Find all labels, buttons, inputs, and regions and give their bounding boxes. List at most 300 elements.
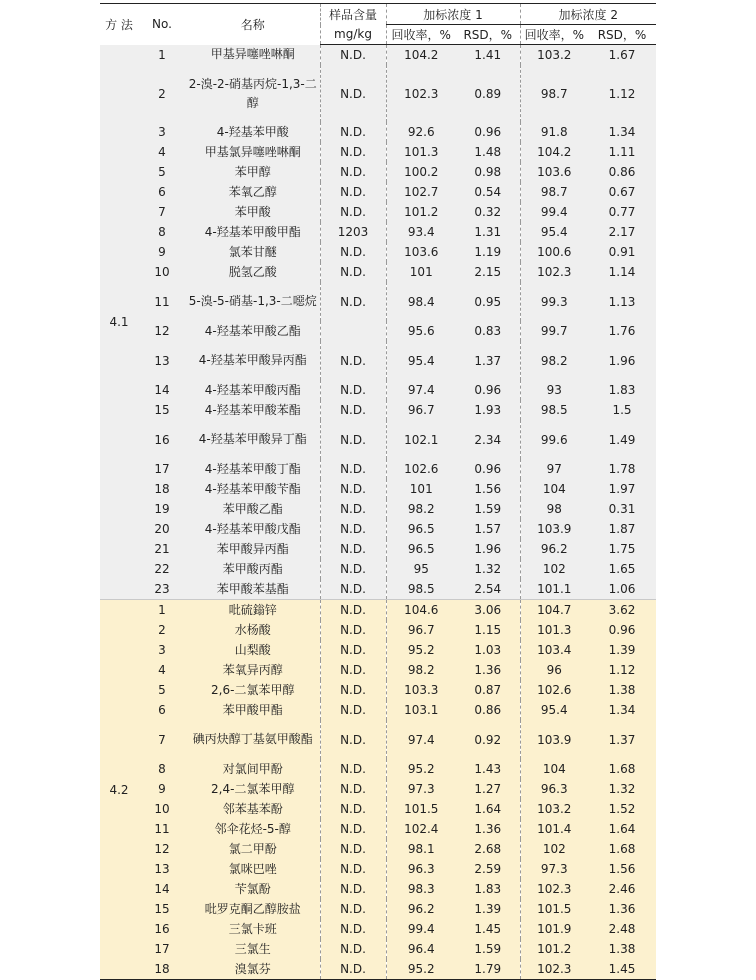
recovery-2: 97 bbox=[520, 459, 588, 479]
rsd-2: 1.06 bbox=[588, 579, 656, 600]
rsd-2: 1.36 bbox=[588, 899, 656, 919]
table-row bbox=[100, 579, 656, 600]
header-name: 名称 bbox=[186, 4, 320, 45]
table-row bbox=[100, 959, 656, 980]
recovery-2: 101.4 bbox=[520, 819, 588, 839]
recovery-2: 101.5 bbox=[520, 899, 588, 919]
row-number: 4 bbox=[138, 142, 186, 162]
recovery-2: 96.3 bbox=[520, 779, 588, 799]
rsd-2: 0.86 bbox=[588, 162, 656, 182]
recovery-2: 101.3 bbox=[520, 620, 588, 640]
table-row bbox=[100, 620, 656, 640]
recovery-2: 101.1 bbox=[520, 579, 588, 600]
row-number: 8 bbox=[138, 222, 186, 242]
recovery-1: 101 bbox=[386, 262, 456, 282]
rsd-1: 1.96 bbox=[456, 539, 520, 559]
recovery-2: 99.4 bbox=[520, 202, 588, 222]
row-number: 17 bbox=[138, 939, 186, 959]
recovery-2: 96 bbox=[520, 660, 588, 680]
recovery-1: 96.4 bbox=[386, 939, 456, 959]
compound-name: 脱氢乙酸 bbox=[186, 262, 320, 282]
rsd-1: 1.39 bbox=[456, 899, 520, 919]
sample-content: N.D. bbox=[320, 65, 386, 122]
recovery-1: 96.2 bbox=[386, 899, 456, 919]
sample-content: N.D. bbox=[320, 879, 386, 899]
compound-name: 苯氧乙醇 bbox=[186, 182, 320, 202]
recovery-2: 95.4 bbox=[520, 700, 588, 720]
table-row bbox=[100, 539, 656, 559]
rsd-1: 1.41 bbox=[456, 45, 520, 66]
recovery-table bbox=[100, 3, 656, 980]
recovery-2: 103.2 bbox=[520, 799, 588, 819]
recovery-2: 102.6 bbox=[520, 680, 588, 700]
rsd-1: 0.86 bbox=[456, 700, 520, 720]
row-number: 9 bbox=[138, 779, 186, 799]
header-rsd-2: RSD，% bbox=[588, 25, 656, 45]
recovery-1: 104.2 bbox=[386, 45, 456, 66]
sample-content: N.D. bbox=[320, 959, 386, 980]
row-number: 5 bbox=[138, 680, 186, 700]
rsd-2: 1.37 bbox=[588, 720, 656, 759]
table-row bbox=[100, 600, 656, 621]
recovery-2: 103.4 bbox=[520, 640, 588, 660]
row-number: 20 bbox=[138, 519, 186, 539]
row-number: 16 bbox=[138, 420, 186, 459]
recovery-1: 96.5 bbox=[386, 519, 456, 539]
rsd-1: 2.34 bbox=[456, 420, 520, 459]
compound-name: 吡硫鎓锌 bbox=[186, 600, 320, 621]
sample-content: N.D. bbox=[320, 341, 386, 380]
compound-name: 4-羟基苯甲酸异丙酯 bbox=[186, 341, 320, 380]
compound-name: 2,4-二氯苯甲醇 bbox=[186, 779, 320, 799]
rsd-1: 1.79 bbox=[456, 959, 520, 980]
recovery-1: 103.1 bbox=[386, 700, 456, 720]
table-row bbox=[100, 182, 656, 202]
recovery-1: 97.3 bbox=[386, 779, 456, 799]
rsd-1: 1.36 bbox=[456, 819, 520, 839]
rsd-2: 1.38 bbox=[588, 680, 656, 700]
row-number: 12 bbox=[138, 839, 186, 859]
sample-content: N.D. bbox=[320, 142, 386, 162]
compound-name: 苯甲酸丙酯 bbox=[186, 559, 320, 579]
row-number: 6 bbox=[138, 700, 186, 720]
row-number: 7 bbox=[138, 720, 186, 759]
rsd-1: 1.03 bbox=[456, 640, 520, 660]
table-row bbox=[100, 720, 656, 759]
table-row bbox=[100, 479, 656, 499]
compound-name: 4-羟基苯甲酸 bbox=[186, 122, 320, 142]
table-row bbox=[100, 660, 656, 680]
recovery-2: 104.2 bbox=[520, 142, 588, 162]
row-number: 11 bbox=[138, 819, 186, 839]
recovery-2: 101.9 bbox=[520, 919, 588, 939]
header-recovery-1: 回收率，% bbox=[386, 25, 456, 45]
rsd-1: 1.93 bbox=[456, 400, 520, 420]
recovery-1: 95 bbox=[386, 559, 456, 579]
table-row bbox=[100, 819, 656, 839]
rsd-1: 0.96 bbox=[456, 380, 520, 400]
table-row bbox=[100, 162, 656, 182]
rsd-2: 1.96 bbox=[588, 341, 656, 380]
recovery-1: 101.5 bbox=[386, 799, 456, 819]
recovery-1: 97.4 bbox=[386, 380, 456, 400]
header-content: 样品含量 bbox=[320, 4, 386, 25]
compound-name: 4-羟基苯甲酸苯酯 bbox=[186, 400, 320, 420]
header-no: No. bbox=[138, 4, 186, 45]
table-row bbox=[100, 859, 656, 879]
recovery-2: 98.7 bbox=[520, 65, 588, 122]
row-number: 5 bbox=[138, 162, 186, 182]
rsd-1: 1.64 bbox=[456, 799, 520, 819]
compound-name: 2,6-二氯苯甲醇 bbox=[186, 680, 320, 700]
rsd-1: 1.43 bbox=[456, 759, 520, 779]
sample-content: N.D. bbox=[320, 660, 386, 680]
compound-name: 苯甲醇 bbox=[186, 162, 320, 182]
table-row bbox=[100, 282, 656, 321]
row-number: 13 bbox=[138, 341, 186, 380]
rsd-1: 0.83 bbox=[456, 321, 520, 341]
sample-content: N.D. bbox=[320, 819, 386, 839]
compound-name: 三氯生 bbox=[186, 939, 320, 959]
compound-name: 苯甲酸甲酯 bbox=[186, 700, 320, 720]
table-row bbox=[100, 142, 656, 162]
recovery-1: 103.3 bbox=[386, 680, 456, 700]
sample-content: N.D. bbox=[320, 262, 386, 282]
compound-name: 苯甲酸 bbox=[186, 202, 320, 222]
rsd-1: 1.36 bbox=[456, 660, 520, 680]
table-row bbox=[100, 45, 656, 66]
rsd-1: 3.06 bbox=[456, 600, 520, 621]
rsd-1: 0.87 bbox=[456, 680, 520, 700]
rsd-1: 1.57 bbox=[456, 519, 520, 539]
rsd-2: 1.87 bbox=[588, 519, 656, 539]
table-row bbox=[100, 640, 656, 660]
sample-content: N.D. bbox=[320, 420, 386, 459]
table-row bbox=[100, 899, 656, 919]
recovery-2: 102.3 bbox=[520, 879, 588, 899]
rsd-1: 0.98 bbox=[456, 162, 520, 182]
compound-name: 4-羟基苯甲酸甲酯 bbox=[186, 222, 320, 242]
header-recovery-2: 回收率，% bbox=[520, 25, 588, 45]
sample-content: N.D. bbox=[320, 640, 386, 660]
compound-name: 邻苯基苯酚 bbox=[186, 799, 320, 819]
rsd-1: 2.59 bbox=[456, 859, 520, 879]
method-4-1-group bbox=[100, 45, 656, 600]
table-row bbox=[100, 799, 656, 819]
sample-content: N.D. bbox=[320, 799, 386, 819]
recovery-1: 102.1 bbox=[386, 420, 456, 459]
compound-name: 三氯卡班 bbox=[186, 919, 320, 939]
recovery-1: 101 bbox=[386, 479, 456, 499]
row-number: 17 bbox=[138, 459, 186, 479]
compound-name: 甲基氯异噻唑啉酮 bbox=[186, 142, 320, 162]
recovery-1: 96.7 bbox=[386, 620, 456, 640]
recovery-2: 103.2 bbox=[520, 45, 588, 66]
rsd-1: 1.56 bbox=[456, 479, 520, 499]
compound-name: 4-羟基苯甲酸丙酯 bbox=[186, 380, 320, 400]
recovery-1: 95.6 bbox=[386, 321, 456, 341]
rsd-2: 1.78 bbox=[588, 459, 656, 479]
table-row bbox=[100, 700, 656, 720]
recovery-2: 98.2 bbox=[520, 341, 588, 380]
row-number: 19 bbox=[138, 499, 186, 519]
compound-name: 苯甲酸异丙酯 bbox=[186, 539, 320, 559]
row-number: 14 bbox=[138, 879, 186, 899]
row-number: 22 bbox=[138, 559, 186, 579]
table-row bbox=[100, 519, 656, 539]
table-row bbox=[100, 559, 656, 579]
sample-content: N.D. bbox=[320, 479, 386, 499]
rsd-1: 2.54 bbox=[456, 579, 520, 600]
table-row bbox=[100, 759, 656, 779]
header-rsd-1: RSD，% bbox=[456, 25, 520, 45]
compound-name: 溴氯芬 bbox=[186, 959, 320, 980]
row-number: 7 bbox=[138, 202, 186, 222]
compound-name: 氯苯甘醚 bbox=[186, 242, 320, 262]
sample-content: N.D. bbox=[320, 579, 386, 600]
sample-content: N.D. bbox=[320, 759, 386, 779]
recovery-1: 97.4 bbox=[386, 720, 456, 759]
rsd-2: 1.68 bbox=[588, 759, 656, 779]
recovery-1: 101.3 bbox=[386, 142, 456, 162]
rsd-2: 0.77 bbox=[588, 202, 656, 222]
rsd-1: 1.45 bbox=[456, 919, 520, 939]
rsd-1: 0.95 bbox=[456, 282, 520, 321]
rsd-2: 1.52 bbox=[588, 799, 656, 819]
sample-content: N.D. bbox=[320, 45, 386, 66]
rsd-1: 0.92 bbox=[456, 720, 520, 759]
recovery-1: 96.7 bbox=[386, 400, 456, 420]
sample-content: N.D. bbox=[320, 899, 386, 919]
row-number: 3 bbox=[138, 640, 186, 660]
rsd-2: 1.56 bbox=[588, 859, 656, 879]
sample-content: N.D. bbox=[320, 559, 386, 579]
rsd-2: 3.62 bbox=[588, 600, 656, 621]
rsd-2: 1.14 bbox=[588, 262, 656, 282]
recovery-1: 103.6 bbox=[386, 242, 456, 262]
table-row bbox=[100, 341, 656, 380]
rsd-2: 1.12 bbox=[588, 65, 656, 122]
row-number: 4 bbox=[138, 660, 186, 680]
rsd-2: 1.5 bbox=[588, 400, 656, 420]
recovery-1: 102.4 bbox=[386, 819, 456, 839]
table-row bbox=[100, 262, 656, 282]
row-number: 12 bbox=[138, 321, 186, 341]
recovery-2: 91.8 bbox=[520, 122, 588, 142]
recovery-2: 102 bbox=[520, 559, 588, 579]
sample-content: N.D. bbox=[320, 700, 386, 720]
rsd-2: 1.65 bbox=[588, 559, 656, 579]
recovery-1: 100.2 bbox=[386, 162, 456, 182]
rsd-2: 1.13 bbox=[588, 282, 656, 321]
rsd-1: 1.59 bbox=[456, 939, 520, 959]
rsd-2: 1.12 bbox=[588, 660, 656, 680]
rsd-2: 1.38 bbox=[588, 939, 656, 959]
recovery-1: 95.4 bbox=[386, 341, 456, 380]
compound-name: 苄氯酚 bbox=[186, 879, 320, 899]
table-row bbox=[100, 400, 656, 420]
sample-content: N.D. bbox=[320, 620, 386, 640]
row-number: 23 bbox=[138, 579, 186, 600]
row-number: 16 bbox=[138, 919, 186, 939]
recovery-2: 102.3 bbox=[520, 959, 588, 980]
row-number: 15 bbox=[138, 899, 186, 919]
results-table-container bbox=[100, 3, 656, 980]
rsd-2: 1.11 bbox=[588, 142, 656, 162]
recovery-2: 104 bbox=[520, 759, 588, 779]
rsd-1: 1.15 bbox=[456, 620, 520, 640]
recovery-1: 98.2 bbox=[386, 499, 456, 519]
compound-name: 4-羟基苯甲酸乙酯 bbox=[186, 321, 320, 341]
row-number: 15 bbox=[138, 400, 186, 420]
table-row bbox=[100, 380, 656, 400]
rsd-1: 1.59 bbox=[456, 499, 520, 519]
rsd-2: 1.75 bbox=[588, 539, 656, 559]
method-4-2-group bbox=[100, 600, 656, 980]
recovery-2: 101.2 bbox=[520, 939, 588, 959]
recovery-1: 99.4 bbox=[386, 919, 456, 939]
row-number: 13 bbox=[138, 859, 186, 879]
rsd-1: 1.27 bbox=[456, 779, 520, 799]
rsd-2: 2.46 bbox=[588, 879, 656, 899]
row-number: 3 bbox=[138, 122, 186, 142]
row-number: 6 bbox=[138, 182, 186, 202]
recovery-2: 99.3 bbox=[520, 282, 588, 321]
rsd-1: 0.96 bbox=[456, 459, 520, 479]
rsd-1: 1.48 bbox=[456, 142, 520, 162]
recovery-1: 98.5 bbox=[386, 579, 456, 600]
row-number: 2 bbox=[138, 620, 186, 640]
rsd-1: 0.96 bbox=[456, 122, 520, 142]
compound-name: 4-羟基苯甲酸戊酯 bbox=[186, 519, 320, 539]
compound-name: 4-羟基苯甲酸苄酯 bbox=[186, 479, 320, 499]
table-row bbox=[100, 420, 656, 459]
rsd-1: 1.83 bbox=[456, 879, 520, 899]
compound-name: 苯甲酸乙酯 bbox=[186, 499, 320, 519]
table-row bbox=[100, 65, 656, 122]
header-content-unit: mg/kg bbox=[320, 25, 386, 45]
compound-name: 吡罗克酮乙醇胺盐 bbox=[186, 899, 320, 919]
sample-content: N.D. bbox=[320, 519, 386, 539]
header-method: 方 法 bbox=[100, 4, 138, 45]
recovery-2: 104.7 bbox=[520, 600, 588, 621]
compound-name: 甲基异噻唑啉酮 bbox=[186, 45, 320, 66]
recovery-2: 100.6 bbox=[520, 242, 588, 262]
recovery-1: 95.2 bbox=[386, 959, 456, 980]
recovery-2: 98.5 bbox=[520, 400, 588, 420]
compound-name: 4-羟基苯甲酸丁酯 bbox=[186, 459, 320, 479]
rsd-2: 1.32 bbox=[588, 779, 656, 799]
row-number: 18 bbox=[138, 479, 186, 499]
sample-content: N.D. bbox=[320, 839, 386, 859]
sample-content: N.D. bbox=[320, 202, 386, 222]
table-row bbox=[100, 242, 656, 262]
row-number: 11 bbox=[138, 282, 186, 321]
recovery-2: 103.6 bbox=[520, 162, 588, 182]
sample-content: N.D. bbox=[320, 242, 386, 262]
table-row bbox=[100, 321, 656, 341]
rsd-1: 1.37 bbox=[456, 341, 520, 380]
rsd-2: 1.67 bbox=[588, 45, 656, 66]
row-number: 8 bbox=[138, 759, 186, 779]
recovery-2: 99.7 bbox=[520, 321, 588, 341]
recovery-2: 103.9 bbox=[520, 720, 588, 759]
sample-content: N.D. bbox=[320, 459, 386, 479]
table-row bbox=[100, 202, 656, 222]
sample-content: N.D. bbox=[320, 720, 386, 759]
row-number: 1 bbox=[138, 600, 186, 621]
sample-content: N.D. bbox=[320, 282, 386, 321]
rsd-1: 2.15 bbox=[456, 262, 520, 282]
header-group-1: 加标浓度 1 bbox=[386, 4, 520, 25]
sample-content: 1203 bbox=[320, 222, 386, 242]
recovery-2: 95.4 bbox=[520, 222, 588, 242]
table-row bbox=[100, 779, 656, 799]
sample-content: N.D. bbox=[320, 182, 386, 202]
compound-name: 邻伞花烃-5-醇 bbox=[186, 819, 320, 839]
row-number: 10 bbox=[138, 262, 186, 282]
sample-content: N.D. bbox=[320, 859, 386, 879]
sample-content: N.D. bbox=[320, 939, 386, 959]
rsd-2: 1.97 bbox=[588, 479, 656, 499]
rsd-1: 1.31 bbox=[456, 222, 520, 242]
rsd-2: 1.49 bbox=[588, 420, 656, 459]
recovery-1: 104.6 bbox=[386, 600, 456, 621]
row-number: 21 bbox=[138, 539, 186, 559]
rsd-2: 2.17 bbox=[588, 222, 656, 242]
sample-content: N.D. bbox=[320, 400, 386, 420]
rsd-2: 0.96 bbox=[588, 620, 656, 640]
recovery-1: 98.1 bbox=[386, 839, 456, 859]
recovery-2: 98.7 bbox=[520, 182, 588, 202]
row-number: 10 bbox=[138, 799, 186, 819]
recovery-1: 96.5 bbox=[386, 539, 456, 559]
recovery-2: 98 bbox=[520, 499, 588, 519]
table-row bbox=[100, 499, 656, 519]
table-row bbox=[100, 122, 656, 142]
compound-name: 4-羟基苯甲酸异丁酯 bbox=[186, 420, 320, 459]
header-group-2: 加标浓度 2 bbox=[520, 4, 656, 25]
recovery-2: 97.3 bbox=[520, 859, 588, 879]
recovery-2: 102 bbox=[520, 839, 588, 859]
sample-content: N.D. bbox=[320, 380, 386, 400]
sample-content: N.D. bbox=[320, 600, 386, 621]
compound-name: 苯甲酸苯基酯 bbox=[186, 579, 320, 600]
table-row bbox=[100, 839, 656, 859]
rsd-2: 1.83 bbox=[588, 380, 656, 400]
compound-name: 山梨酸 bbox=[186, 640, 320, 660]
sample-content: N.D. bbox=[320, 779, 386, 799]
row-number: 2 bbox=[138, 65, 186, 122]
recovery-2: 103.9 bbox=[520, 519, 588, 539]
recovery-1: 98.3 bbox=[386, 879, 456, 899]
recovery-2: 99.6 bbox=[520, 420, 588, 459]
table-row bbox=[100, 222, 656, 242]
recovery-2: 93 bbox=[520, 380, 588, 400]
method-cell: 4.1 bbox=[100, 45, 138, 600]
sample-content: N.D. bbox=[320, 499, 386, 519]
recovery-1: 98.2 bbox=[386, 660, 456, 680]
rsd-2: 1.39 bbox=[588, 640, 656, 660]
row-number: 9 bbox=[138, 242, 186, 262]
recovery-2: 102.3 bbox=[520, 262, 588, 282]
compound-name: 苯氧异丙醇 bbox=[186, 660, 320, 680]
recovery-1: 95.2 bbox=[386, 759, 456, 779]
recovery-1: 102.7 bbox=[386, 182, 456, 202]
table-row bbox=[100, 680, 656, 700]
row-number: 14 bbox=[138, 380, 186, 400]
sample-content bbox=[320, 321, 386, 341]
